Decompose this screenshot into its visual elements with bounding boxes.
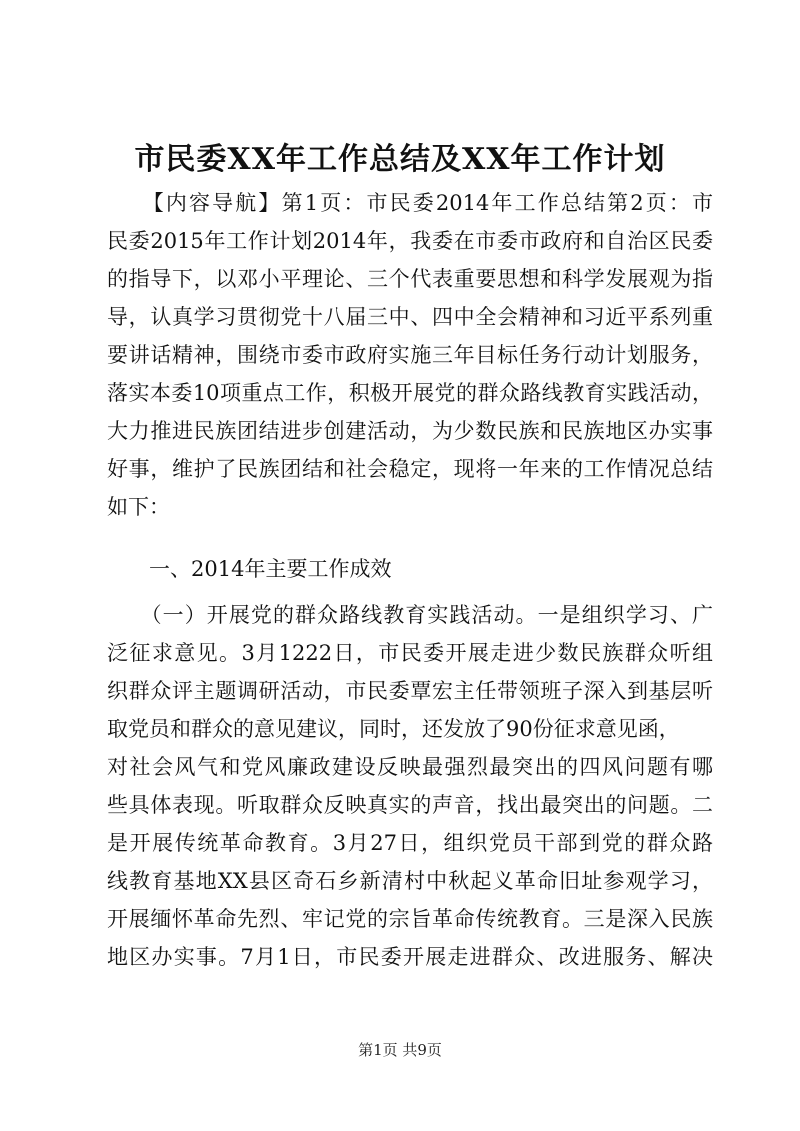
page-number: 第1页 共9页 bbox=[358, 1041, 442, 1059]
body-line: （一）开展党的群众路线教育实践活动。一是组织学习、广 bbox=[107, 603, 713, 627]
body-line: 线教育基地XX县区奇石乡新清村中秋起义革命旧址参观学习， bbox=[107, 869, 713, 893]
body-line: 民委2015年工作计划2014年，我委在市委市政府和自治区民委 bbox=[107, 229, 713, 253]
body-line: 取党员和群众的意见建议，同时，还发放了90份征求意见函， bbox=[107, 717, 680, 741]
body-line: 地区办实事。7月1日，市民委开展走进群众、改进服务、解决 bbox=[107, 945, 713, 969]
body-line: 织群众评主题调研活动，市民委覃宏主任带领班子深入到基层听 bbox=[107, 679, 713, 703]
body-line: 开展缅怀革命先烈、牢记党的宗旨革命传统教育。三是深入民族 bbox=[107, 907, 713, 931]
body-line: 大力推进民族团结进步创建活动，为少数民族和民族地区办实事 bbox=[107, 419, 713, 443]
body-line: 【内容导航】第1页：市民委2014年工作总结第2页：市 bbox=[107, 191, 713, 215]
body-line: 些具体表现。听取群众反映真实的声音，找出最突出的问题。二 bbox=[107, 793, 713, 817]
body-line: 如下： bbox=[107, 495, 170, 519]
body-line: 要讲话精神，围绕市委市政府实施三年目标任务行动计划服务， bbox=[107, 343, 713, 367]
body-line: 落实本委10项重点工作，积极开展党的群众路线教育实践活动， bbox=[107, 381, 713, 405]
body-line: 导，认真学习贯彻党十八届三中、四中全会精神和习近平系列重 bbox=[107, 305, 713, 329]
body-line: 好事，维护了民族团结和社会稳定，现将一年来的工作情况总结 bbox=[107, 457, 713, 481]
section-heading: 一、2014年主要工作成效 bbox=[107, 557, 392, 581]
body-line: 是开展传统革命教育。3月27日，组织党员干部到党的群众路 bbox=[107, 831, 713, 855]
body-line: 泛征求意见。3月1222日，市民委开展走进少数民族群众听组 bbox=[107, 641, 713, 665]
body-line: 的指导下，以邓小平理论、三个代表重要思想和科学发展观为指 bbox=[107, 267, 713, 291]
body-line: 对社会风气和党风廉政建设反映最强烈最突出的四风问题有哪 bbox=[107, 755, 713, 779]
document-title: 市民委XX年工作总结及XX年工作计划 bbox=[134, 142, 666, 177]
